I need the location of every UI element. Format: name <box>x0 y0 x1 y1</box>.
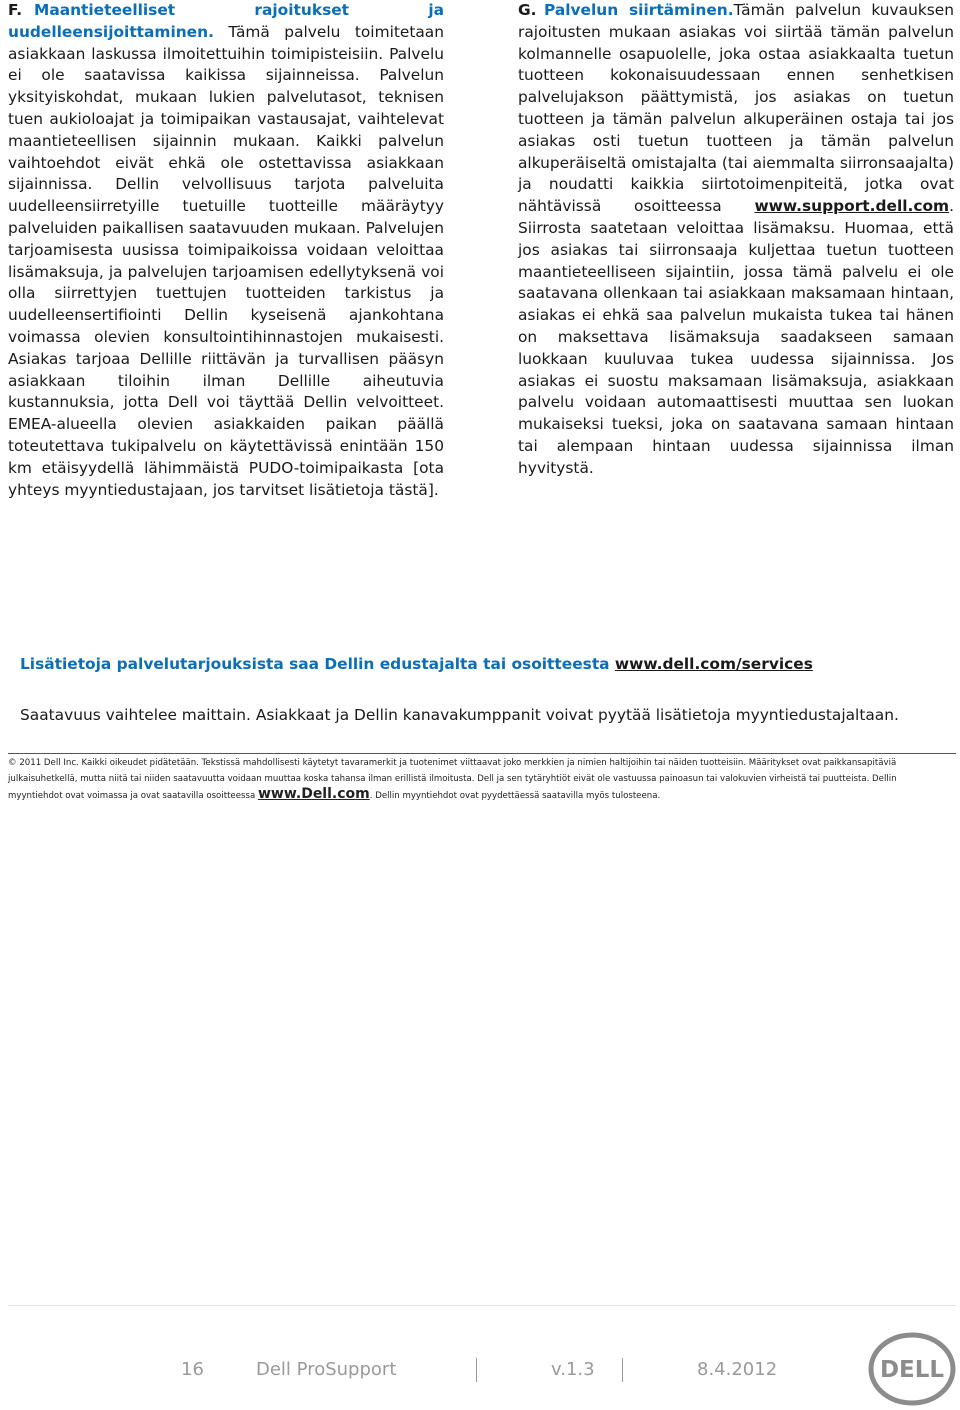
footer-divider <box>8 1305 956 1306</box>
section-g-title: Palvelun siirtäminen. <box>544 1 734 19</box>
availability-note: Saatavuus vaihtelee maittain. Asiakkaat ja Dellin kanavakumppanit voivat pyytää lisätietoja myyntiedustajaltaan. <box>20 706 899 724</box>
support-link[interactable]: www.support.dell.com <box>754 197 950 216</box>
legal-notice <box>8 756 952 805</box>
page-number: 16 <box>181 1359 204 1380</box>
services-link[interactable]: www.dell.com/services <box>614 655 813 673</box>
section-g-body-2: . Siirrosta saatetaan veloittaa lisämaksu. Huomaa, että jos asiakas tai siirronsaaja kuljettaa tuetun tuotteen maantieteelliseen sijaintiin, jossa tämä palvelu ei ole saatavana ollenkaan tai asiakkaan maksamaan hintaan, asiakas ei ehkä saa palvelun mukaista tukea tai hänen on maksettava lisämaksuja saadakseen samaan luokkaan kuuluvaa tukea uudessa sijainnissa. Jos asiakas ei suostu maksamaan lisämaksuja, asiakkaan palvelu voidaan automaattisesti muuttaa sen luokan mukaiseksi tueksi, joka on saatavana samaan hintaan tai alempaan hintaan uudessa sijainnissa ilman hyvitystä. <box>518 197 954 477</box>
section-g-text <box>518 0 954 480</box>
date-label: 8.4.2012 <box>697 1359 778 1380</box>
footer-separator <box>476 1358 477 1382</box>
promo-text: Lisätietoja palvelutarjouksista saa Dellin edustajalta tai osoitteesta <box>20 655 615 673</box>
promo-line <box>20 655 950 673</box>
section-g-letter: G. <box>518 1 537 19</box>
version-label: v.1.3 <box>551 1359 595 1380</box>
legal-divider <box>8 753 956 754</box>
footer-separator <box>622 1358 623 1382</box>
document-title: Dell ProSupport <box>256 1359 397 1380</box>
section-f-body: Tämä palvelu toimitetaan asiakkaan laskussa ilmoitettuihin toimipisteisiin. Palvelu ei ole saatavissa kaikissa sijainneissa. Palvelun yksityiskohdat, mukaan lukien palvelutasot, teknisen tuen aukioloajat ja toimipaikan vastausajat, vaihtelevat maantieteellisen sijainnin mukaan. Kaikki palvelun vaihtoehdot eivät ehkä ole ostettavissa asiakkaan sijainnissa. Dellin velvollisuus tarjota palveluita uudelleensiirretyille tuetuille tuotteille määräytyy palveluiden paikallisen saatavuuden mukaan. Palvelujen tarjoamisesta uusissa toimipaikoissa voidaan veloittaa lisämaksuja, ja palvelujen tarjoamisen edellytyksenä voi olla siirrettyjen tuettujen tuotteiden tarkistus ja uudelleensertifiointi Dellin kyseisenä ajankohtana voimassa olevien konsultointihinnastojen mukaisesti. Asiakas tarjoaa Dellille riittävän ja turvallisen pääsyn asiakkaan tiloihin ilman Dellille aiheutuvia kustannuksia, jotta Dell voi täyttää Dellin velvoitteet. EMEA-alueella olevien asiakkaiden paikan päällä toteutettava tukipalvelu on käytettävissä enintään 150 km etäisyydellä lähimmäistä PUDO-toimipaikasta [ota yhteys myyntiedustajaan, jos tarvitset lisätietoja tästä]. <box>8 22 444 499</box>
section-g <box>518 0 954 480</box>
section-f-letter: F. <box>8 1 23 19</box>
section-f-text <box>8 0 444 501</box>
dell-logo <box>868 1332 956 1406</box>
legal-text-1: © 2011 Dell Inc. Kaikki oikeudet pidätetään. Tekstissä mahdollisesti käytetyt tavaramerkit ja tuotenimet viittaavat joko merkkien ja nimien haltijoihin tai näiden tuotteisiin. Määritykset ovat paikkansapitäviä julkaisuhetkellä, mutta niitä tai niiden saatavuutta voidaan muuttaa koska tahansa ilman erillistä ilmoitusta. Dell ja sen tytäryhtiöt eivät ole vastuussa painoasun tai valokuvien virheistä tai puutteista. Dellin myyntiehdot ovat voimassa ja ovat saatavilla osoitteessa <box>8 758 897 801</box>
dell-com-link[interactable]: www.Dell.com <box>257 786 370 802</box>
section-f-title: Maantieteelliset rajoitukset ja uudelleensijoittaminen. <box>8 1 444 41</box>
section-f <box>8 0 444 501</box>
legal-text-2: . Dellin myyntiehdot ovat pyydettäessä saatavilla myös tulosteena. <box>369 791 661 801</box>
dell-logo-text: DELL <box>879 1357 945 1383</box>
section-g-body-1: Tämän palvelun kuvauksen rajoitusten mukaan asiakas voi siirtää tämän palvelun kolmannelle osapuolelle, joka ostaa asiakkaalta tuetun tuotteen kokonaisuudessaan ennen senhetkisen palvelujakson päättymistä, jos asiakas on tuetun tuotteen ja tämän palvelun alkuperäinen ostaja tai jos asiakas osti tuetun tuotteen ja tämän palvelun alkuperäiseltä omistajalta (tai aiemmalta siirronsaajalta) ja noudatti kaikkia siirtotoimenpiteitä, jotka ovat nähtävissä osoitteessa <box>518 1 954 216</box>
